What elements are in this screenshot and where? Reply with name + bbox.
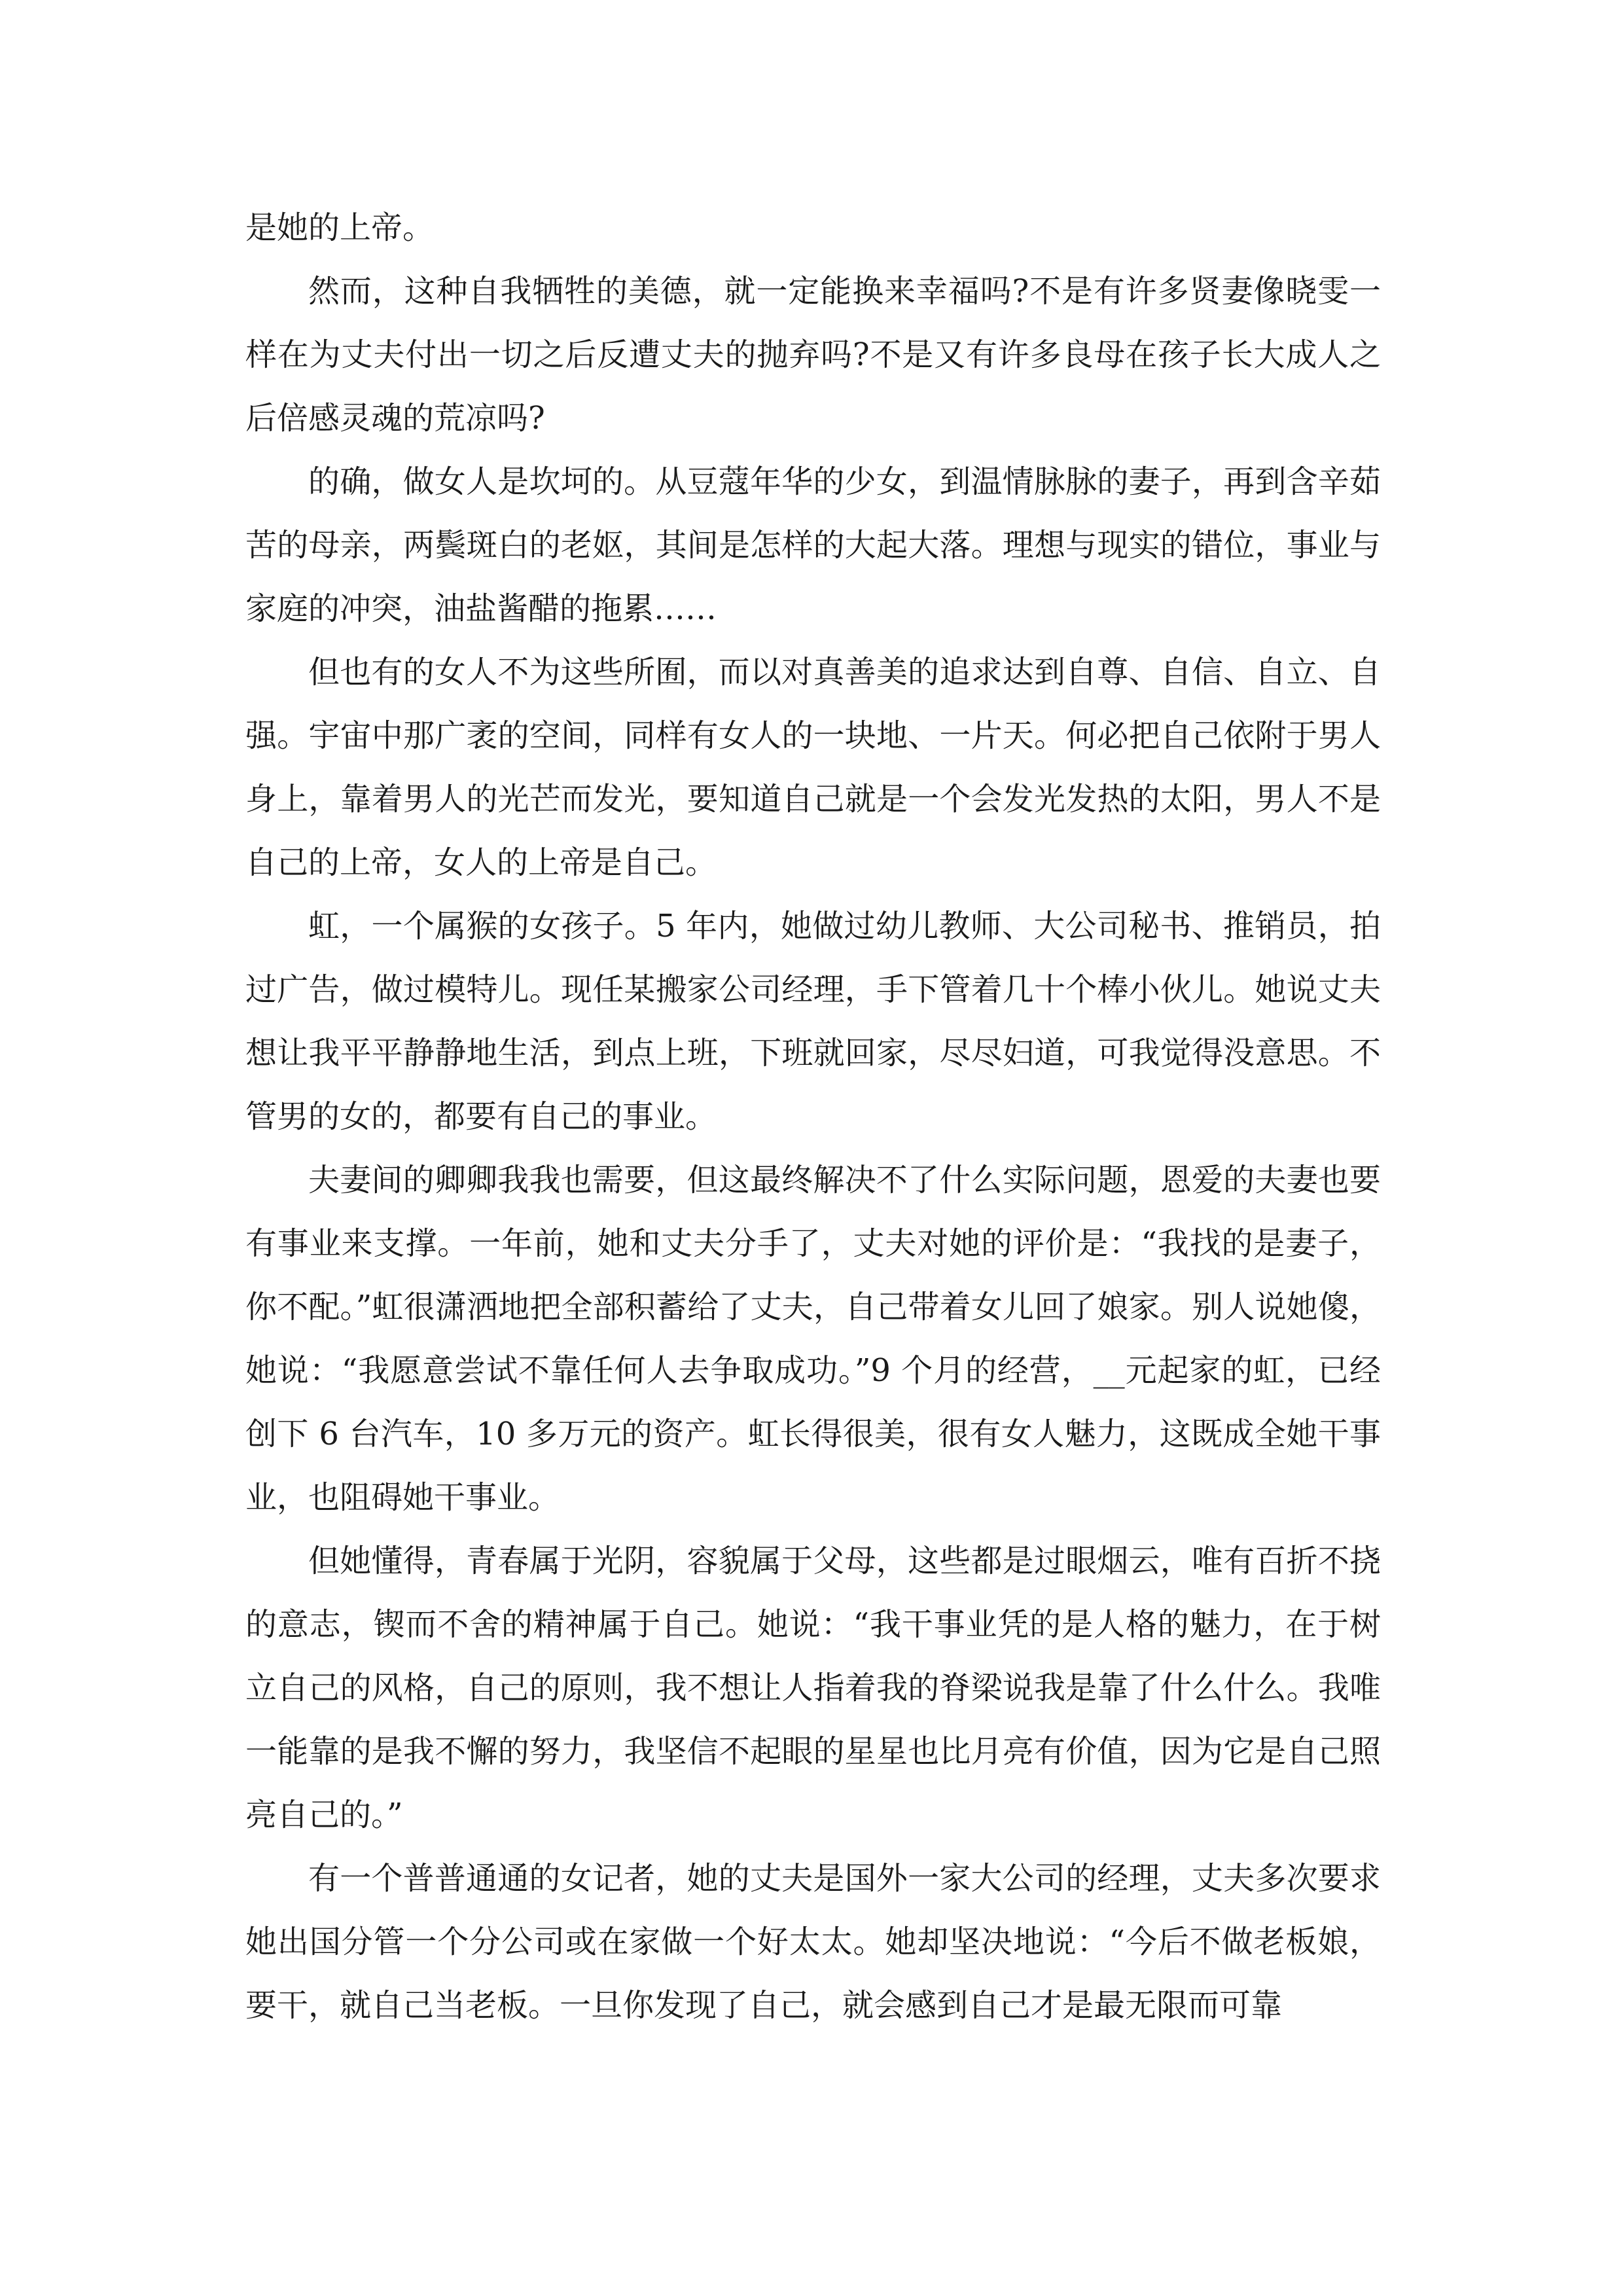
paragraph-8: 有一个普普通通的女记者，她的丈夫是国外一家大公司的经理，丈夫多次要求她出国分管一个分公司或在家做一个好太太。她却坚决地说：“今后不做老板娘，要干，就自己当老板。一旦你发现了自己，就会感到自己才是最无限而可靠 (245, 1860, 1381, 2024)
paragraph-1: 是她的上帝。 (245, 209, 435, 246)
paragraph-4: 但也有的女人不为这些所囿，而以对真善美的追求达到自尊、自信、自立、自强。宇宙中那广袤的空间，同样有女人的一块地、一片天。何必把自己依附于男人身上，靠着男人的光芒而发光，要知道自己就是一个会发光发热的太阳，男人不是自己的上帝，女人的上帝是自己。 (245, 654, 1381, 881)
paragraph-3: 的确，做女人是坎坷的。从豆蔻年华的少女，到温情脉脉的妻子，再到含辛茹苦的母亲，两鬓斑白的老妪，其间是怎样的大起大落。理想与现实的错位，事业与家庭的冲突，油盐酱醋的拖累…… (245, 463, 1381, 627)
paragraph-5: 虹，一个属猴的女孩子。5 年内，她做过幼儿教师、大公司秘书、推销员，拍过广告，做过模特儿。现任某搬家公司经理，手下管着几十个棒小伙儿。她说丈夫想让我平平静静地生活，到点上班，下班就回家，尽尽妇道，可我觉得没意思。不管男的女的，都要有自己的事业。 (245, 908, 1381, 1135)
paragraph-2: 然而，这种自我牺牲的美德，就一定能换来幸福吗?不是有许多贤妻像晓雯一样在为丈夫付出一切之后反遭丈夫的抛弃吗?不是又有许多良母在孩子长大成人之后倍感灵魂的荒凉吗? (245, 273, 1381, 437)
paragraph-7: 但她懂得，青春属于光阴，容貌属于父母，这些都是过眼烟云，唯有百折不挠的意志，锲而不舍的精神属于自己。她说：“我干事业凭的是人格的魅力，在于树立自己的风格，自己的原则，我不想让人指着我的脊梁说我是靠了什么什么。我唯一能靠的是我不懈的努力，我坚信不起眼的星星也比月亮有价值，因为它是自己照亮自己的。” (245, 1543, 1381, 1833)
paragraph-6: 夫妻间的卿卿我我也需要，但这最终解决不了什么实际问题，恩爱的夫妻也要有事业来支撑。一年前，她和丈夫分手了，丈夫对她的评价是：“我找的是妻子，你不配。”虹很潇洒地把全部积蓄给了丈夫，自己带着女儿回了娘家。别人说她傻，她说：“我愿意尝试不靠任何人去争取成功。”9 个月的经营，__元起家的虹，已经创下 6 台汽车，10 多万元的资产。虹长得很美，很有女人魅力，这既成全她干事业，也阻碍她干事业。 (245, 1162, 1381, 1516)
document-body (245, 196, 1381, 2037)
